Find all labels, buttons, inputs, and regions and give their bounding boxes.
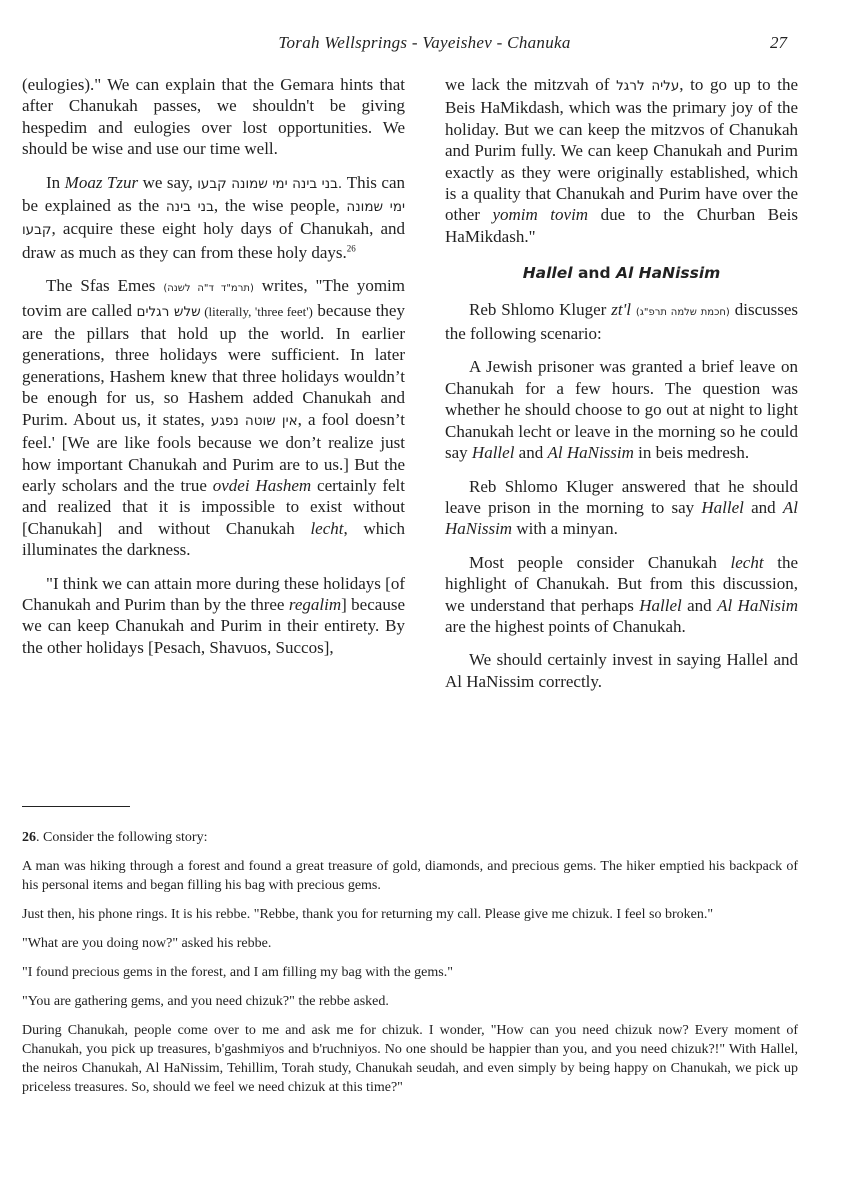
text-run: We should certainly invest in saying Hallel and Al HaNissim correctly. (445, 650, 798, 691)
footnote-paragraph: "I found precious gems in the forest, and I am filling my bag with the gems." (22, 965, 453, 980)
footnote-paragraph: Just then, his phone rings. It is his rebbe. "Rebbe, thank you for returning my call. Please give me chizuk. I feel so broken." (22, 907, 714, 922)
text-run: certainly felt and realized that it is impossible to exist without [Chanukah] and without Chanukah (22, 475, 406, 538)
hebrew-text: בני בינה (165, 199, 214, 216)
footnote-paragraph: A man was hiking through a forest and found a great treasure of gold, diamonds, and precious gems. The hiker emptied his backpack of his personal items and began filling his bag with precious gems. (22, 859, 798, 893)
text-run: with a minyan. (512, 519, 618, 539)
text-run: and (572, 264, 616, 283)
paragraph (22, 74, 405, 160)
text-run: Al HaNissim (615, 264, 721, 283)
text-run: Al HaNisim (717, 595, 798, 615)
footnote-intro-text: . Consider the following story: (36, 830, 208, 845)
hebrew-text: שלש רגלים (136, 303, 201, 320)
hebrew-text: ימי שמונה קבעו (22, 199, 406, 239)
paragraph (445, 74, 798, 247)
hebrew-text: עליה לרגל (616, 78, 680, 94)
text-run: yomim tovim (492, 205, 589, 225)
text-run: ovdei Hashem (212, 475, 312, 495)
text-run: , acquire these eight holy days of Chanukah, and draw as much as they can from these holy days. (22, 219, 405, 262)
footnote-ref: 26 (346, 243, 356, 254)
text-run: and (743, 497, 783, 517)
text-run: Hallel (639, 595, 682, 615)
text-run: because they are the pillars that hold up the world. In earlier generations, three holidays were sufficient. In later generations, Hashem knew that three holidays wouldn’t be enough for us, so Hashem added Chanukah and Purim. About us, it states, (22, 300, 405, 429)
paragraph (445, 476, 798, 540)
paragraph (445, 356, 798, 463)
text-run: lecht (310, 518, 344, 538)
text-run: and (681, 595, 718, 615)
hebrew-text: בני בינה ימי שמונה קבעו. (197, 175, 343, 192)
left-column (22, 74, 405, 670)
text-run: Most people consider Chanukah (469, 552, 731, 572)
running-header: Torah Wellsprings - Vayeishev - Chanuka (278, 33, 571, 52)
text-run: (eulogies)." We can explain that the Gemara hints that after Chanukah passes, we shouldn't be giving hespedim and eulogies over lost opportunities. We should be wise and use our time well. (22, 75, 405, 159)
text-run: "I think we can attain more during these holidays [of Chanukah and Purim than by the three (22, 573, 405, 614)
footnote-number: 26 (22, 830, 36, 845)
hebrew-text: (תרמ"ד ד"ה לשנה) (163, 283, 254, 295)
paragraph (445, 552, 798, 638)
text-run: writes, "The yomim tovim are called (22, 276, 406, 320)
section-heading (445, 263, 798, 284)
text-run: , a fool doesn’t feel.' [We are like fools because we don’t realize just how important Chanukah and Purim are to us.] But the early scholars and the true (22, 409, 405, 495)
footnotes (22, 828, 798, 1107)
text-run: , which illuminates the darkness. (22, 518, 405, 560)
footnote-separator (22, 806, 130, 807)
hebrew-text: (חכמת שלמה תרפ"ג) (635, 306, 730, 318)
text-run: Hallel (701, 497, 744, 517)
text-run: zt'l (611, 299, 631, 319)
footnote-intro (22, 828, 798, 847)
paragraph (22, 573, 405, 659)
text-run: Al HaNissim (445, 497, 799, 539)
text-run: The Sfas Emes (46, 276, 164, 296)
text-run: A Jewish prisoner was granted a brief leave on Chanukah for a few hours. The question was whether he should choose to go out at night to light Chanukah lecht or leave in the morning so he could say (445, 357, 798, 463)
right-column (445, 74, 798, 704)
text-run: and (514, 443, 548, 463)
page-number: 27 (770, 33, 787, 52)
text-run: , to go up to the Beis HaMikdash, which was the primary joy of the holiday. But we can keep the mitzvos of Chanukah and Purim fully. We can keep Chanukah and Purim exactly as they were originally established, which is a quality that Chanukah and Purim have over the other (445, 75, 798, 225)
text-run: This can be explained as the (22, 172, 405, 216)
paragraph (445, 649, 798, 692)
text-run: Reb Shlomo Kluger (469, 299, 612, 319)
text-run: , the wise people, (213, 196, 347, 216)
hebrew-text: אין שוטה נפגע (210, 412, 298, 429)
footnote-paragraph: During Chanukah, people come over to me and ask me for chizuk. I wonder, "How can you need chizuk now? Every moment of Chanukah, you pick up treasures, b'gashmiyos and b'ruchniyos. No one should be happier than you, and you need chizuk?!" With Hallel, the neiros Chanukah, Al HaNissim, Tehillim, Torah study, Chanukah seudah, and even simply by being happy on Chanukah, we pick up priceless treasures. So, should we feel we need chizuk at this time?" (22, 1023, 798, 1095)
text-run: regalim (288, 594, 342, 614)
paragraph (22, 275, 405, 560)
text-run: discusses the following scenario: (445, 299, 799, 344)
footnote-paragraph: "What are you doing now?" asked his rebbe. (22, 936, 272, 951)
text-run: the highlight of Chanukah. But from this discussion, we understand that perhaps (445, 552, 798, 615)
text-run: In (46, 172, 65, 192)
text-run: Al HaNissim (547, 443, 634, 463)
text-run: Reb Shlomo Kluger answered that he should leave prison in the morning to say (445, 476, 798, 517)
text-run: we lack the mitzvah of (445, 75, 617, 94)
text-run: (literally, 'three feet') (200, 303, 313, 319)
paragraph (22, 172, 405, 264)
text-run: are the highest points of Chanukah. (445, 616, 686, 636)
text-run: we say, (138, 172, 198, 192)
footnote-paragraph: "You are gathering gems, and you need chizuk?" the rebbe asked. (22, 994, 389, 1009)
text-run: due to the Churban Beis HaMikdash." (445, 205, 798, 246)
text-run: Hallel (522, 264, 573, 283)
paragraph (445, 299, 798, 345)
text-run: Moaz Tzur (64, 172, 139, 192)
text-run: Hallel (471, 443, 515, 463)
text-run: in beis medresh. (633, 443, 750, 463)
text-run: ] because we can keep Chanukah and Purim in their entirety. By the other holidays [Pesach, Shavuos, Succos], (22, 594, 405, 657)
text-run: lecht (730, 552, 764, 572)
